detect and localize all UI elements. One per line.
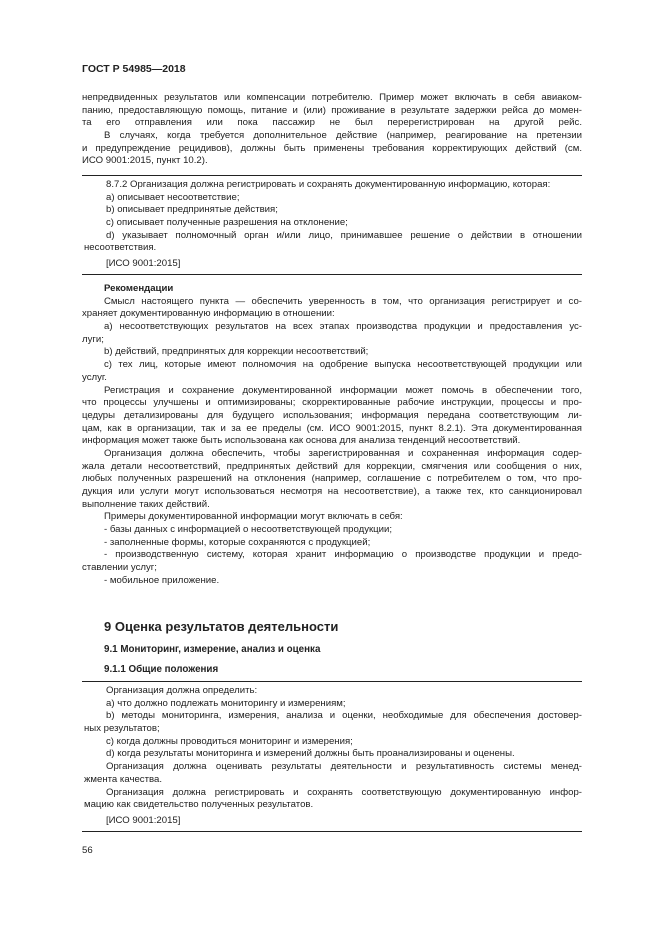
text-line: В случаях, когда требуется дополнительное действие (например, реагирование на претензии	[104, 130, 582, 142]
text-line: ставлении услуг;	[82, 562, 157, 574]
text-line: несоответствия.	[84, 242, 157, 254]
section-heading-9: 9 Оценка результатов деятельности	[104, 619, 339, 634]
text-line: d) указывает полномочный орган и/или лицо, принимавшее решение о действии в отношении	[106, 229, 582, 241]
paragraph	[82, 92, 582, 130]
paragraph	[84, 258, 582, 271]
text-line: луги;	[82, 333, 104, 345]
text-line: [ИСО 9001:2015]	[106, 814, 181, 826]
text-line: 8.7.2 Организация должна регистрировать и сохранять документированную информацию, которая:	[106, 179, 551, 190]
text-line: информация может также быть использована как основа для анализа тенденций несоответствий.	[82, 435, 521, 447]
text-line: дукция или услуги могут использоваться несмотря на несоответствие), а также тех, кто санкционировал	[82, 486, 582, 497]
paragraph	[82, 549, 582, 574]
subsection-heading-9-1-1: 9.1.1 Общие положения	[104, 664, 219, 675]
document-header: ГОСТ Р 54985—2018	[82, 63, 186, 75]
paragraph	[82, 346, 582, 359]
text-line: a) несоответствующих результатов на всех этапах производства продукции и предоставления ус-	[104, 321, 582, 333]
paragraph	[84, 192, 582, 205]
paragraph	[84, 736, 582, 749]
text-line: храняет документированную информацию в отношении:	[82, 308, 335, 320]
text-line: любых полученных разрешений на отклонения (например, соглашение с потребителем о том, что про-	[82, 473, 582, 485]
paragraph	[84, 230, 582, 255]
text-line: что процессы улучшены и оптимизированы; скорректированные рабочие инструкции, процессы и про-	[82, 397, 582, 409]
text-line: жмента качества.	[84, 773, 162, 785]
text-line: b) описывает предпринятые действия;	[106, 204, 278, 216]
page-number: 56	[82, 845, 93, 856]
text-line: - мобильное приложение.	[104, 574, 220, 586]
text-line: b) действий, предпринятых для коррекции несоответствий;	[104, 346, 369, 358]
text-line: - базы данных с информацией о несоответствующей продукции;	[104, 524, 393, 536]
text-line: d) когда результаты мониторинга и измерений должны быть проанализированы и оценены.	[106, 748, 515, 760]
text-line: [ИСО 9001:2015]	[106, 258, 181, 270]
paragraph	[82, 296, 582, 321]
text-line: Примеры документированной информации могут включать в себя:	[104, 511, 403, 523]
text-line: Организация должна регистрировать и сохранять соответствующую документированную инфор-	[106, 786, 582, 798]
paragraph	[82, 448, 582, 511]
paragraph	[84, 685, 582, 698]
text-line: цедуры детализированы для будущего использования; информация передана соответствующим ли-	[82, 409, 582, 421]
paragraph	[84, 748, 582, 761]
paragraph	[82, 359, 582, 384]
text-line: услуг.	[82, 371, 107, 383]
iso-quote-box-9-1-1	[82, 681, 582, 832]
text-line: цам, как в организации, так и за ее пределы (см. ИСО 9001:2015, пункт 8.2.1). Эта документированная	[82, 422, 582, 434]
paragraph	[84, 761, 582, 786]
paragraph	[82, 385, 582, 448]
paragraph	[84, 179, 582, 192]
text-line: ных результатов;	[84, 723, 160, 735]
paragraph	[84, 204, 582, 217]
text-line: Смысл настоящего пункта — обеспечить уверенность в том, что организация регистрирует и со-	[104, 295, 582, 307]
text-line: и предупреждение рецидивов), должны быть применены требования корректирующих действий (см.	[82, 142, 582, 154]
text-line: выполнение таких действий.	[82, 498, 210, 510]
text-line: c) когда должны проводиться мониторинг и измерения;	[106, 735, 353, 747]
text-line: c) описывает полученные разрешения на отклонение;	[106, 217, 348, 229]
text-line: та его отправления или пока пассажир не был перерегистрирован на другой рейс.	[82, 117, 582, 129]
text-line: Организация должна оценивать результаты деятельности и результативность системы менед-	[106, 761, 582, 773]
paragraph	[82, 283, 582, 296]
paragraph	[82, 524, 582, 537]
text-line: мацию как свидетельство полученных результатов.	[84, 799, 314, 811]
paragraph	[82, 511, 582, 524]
iso-quote-box-8-7-2	[82, 175, 582, 275]
paragraph	[84, 217, 582, 230]
subsection-heading-9-1: 9.1 Мониторинг, измерение, анализ и оценка	[104, 644, 321, 655]
text-line: жала детали несоответствий, предпринятых действий для коррекции, смягчения или сообщения о них,	[82, 460, 582, 472]
paragraph	[82, 321, 582, 346]
intro-text	[82, 92, 582, 168]
paragraph	[84, 698, 582, 711]
text-line: непредвиденных результатов или компенсации потребителю. Пример может включать в себя авиаком-	[82, 92, 582, 103]
text-line: Организация должна определить:	[106, 685, 258, 696]
paragraph	[82, 575, 582, 588]
paragraph	[84, 710, 582, 735]
text-line: - заполненные формы, которые сохраняются с продукцией;	[104, 536, 371, 548]
paragraph	[84, 787, 582, 812]
paragraph	[82, 537, 582, 550]
paragraph	[82, 130, 582, 168]
text-line: Регистрация и сохранение документированной информации может помочь в обеспечении того,	[104, 384, 582, 396]
text-line: - производственную систему, которая хранит информацию о производстве продукции и предо-	[104, 549, 582, 561]
text-line: a) что должно подлежать мониторингу и измерениям;	[106, 697, 346, 709]
text-line: c) тех лиц, которые имеют полномочия на одобрение выпуска несоответствующей продукции или	[104, 359, 582, 371]
text-line: b) методы мониторинга, измерения, анализа и оценки, необходимые для обеспечения достовер-	[106, 710, 582, 722]
text-line: ИСО 9001:2015, пункт 10.2).	[82, 155, 208, 167]
text-line: панию, предоставляющую помощь, питание и (или) проживание в результате задержки рейса до момен-	[82, 104, 582, 116]
text-line: Организация должна обеспечить, чтобы зарегистрированная и сохраненная информация содер-	[104, 447, 582, 459]
text-line: a) описывает несоответствие;	[106, 191, 240, 203]
text-line: Рекомендации	[104, 283, 174, 294]
recommendations-section	[82, 283, 582, 588]
paragraph	[84, 815, 582, 828]
